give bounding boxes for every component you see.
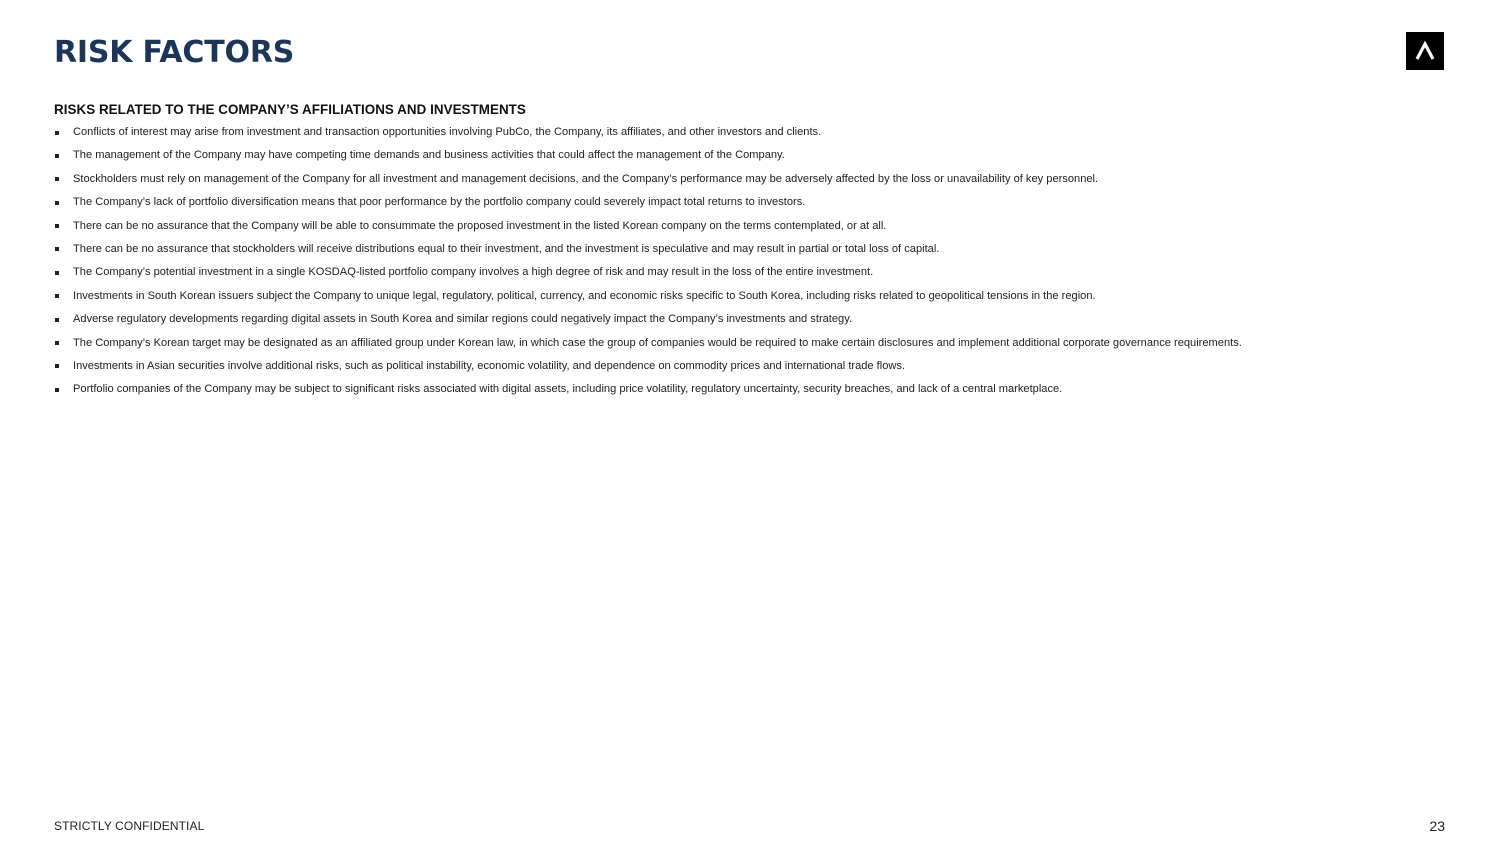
risk-text: Portfolio companies of the Company may be subject to significant risks associated with digital assets, including price volatility, regulatory uncertainty, security breaches, and lack of a central marketplace. xyxy=(73,383,1063,396)
square-bullet-icon xyxy=(55,224,59,228)
list-item xyxy=(54,359,1374,375)
risk-text: There can be no assurance that stockholders will receive distributions equal to their investment, and the investment is speculative and may result in partial or total loss of capital. xyxy=(73,242,940,255)
company-logo xyxy=(1406,32,1444,70)
list-item xyxy=(54,289,1374,305)
risk-text: The Company’s potential investment in a single KOSDAQ-listed portfolio company involves a high degree of risk and may result in the loss of the entire investment. xyxy=(73,266,874,279)
chevron-up-logo-icon xyxy=(1414,40,1436,62)
list-item xyxy=(54,195,1374,211)
square-bullet-icon xyxy=(55,154,59,158)
risk-text: The management of the Company may have competing time demands and business activities that could affect the management of the Company. xyxy=(73,149,785,162)
risk-text: The Company’s lack of portfolio diversification means that poor performance by the portfolio company could severely impact total returns to investors. xyxy=(73,196,806,209)
square-bullet-icon xyxy=(55,388,59,392)
list-item xyxy=(54,148,1374,164)
list-item xyxy=(54,242,1374,258)
risk-text: Adverse regulatory developments regarding digital assets in South Korea and similar regions could negatively impact the Company’s investments and strategy. xyxy=(73,313,853,326)
square-bullet-icon xyxy=(55,364,59,368)
square-bullet-icon xyxy=(55,341,59,345)
list-item xyxy=(54,336,1374,352)
square-bullet-icon xyxy=(55,131,59,135)
page-number: 23 xyxy=(1429,818,1445,834)
square-bullet-icon xyxy=(55,318,59,322)
risk-text: There can be no assurance that the Company will be able to consummate the proposed investment in the listed Korean company on the terms contemplated, or at all. xyxy=(73,219,887,232)
square-bullet-icon xyxy=(55,247,59,251)
section-heading: RISKS RELATED TO THE COMPANY’S AFFILIATIONS AND INVESTMENTS xyxy=(54,102,526,117)
square-bullet-icon xyxy=(55,294,59,298)
risk-text: Conflicts of interest may arise from investment and transaction opportunities involving PubCo, the Company, its affiliates, and other investors and clients. xyxy=(73,126,822,138)
list-item xyxy=(54,265,1374,281)
square-bullet-icon xyxy=(55,177,59,181)
risk-text: The Company’s Korean target may be designated as an affiliated group under Korean law, in which case the group of companies would be required to make certain disclosures and implement additional corporate governance requirements. xyxy=(73,336,1242,349)
page-title: RISK FACTORS xyxy=(54,35,295,70)
risk-text: Stockholders must rely on management of the Company for all investment and management decisions, and the Company’s performance may be adversely affected by the loss or unavailability of key personnel. xyxy=(73,172,1099,185)
list-item xyxy=(54,382,1374,398)
list-item xyxy=(54,172,1374,188)
risk-text: Investments in South Korean issuers subject the Company to unique legal, regulatory, political, currency, and economic risks specific to South Korea, including risks related to geopolitical tensions in the region. xyxy=(73,289,1096,302)
list-item xyxy=(54,312,1374,328)
risk-list xyxy=(54,125,1374,406)
list-item xyxy=(54,125,1374,141)
risk-text: Investments in Asian securities involve additional risks, such as political instability, economic volatility, and dependence on commodity prices and international trade flows. xyxy=(73,359,906,372)
confidentiality-label: STRICTLY CONFIDENTIAL xyxy=(54,819,205,833)
list-item xyxy=(54,219,1374,235)
square-bullet-icon xyxy=(55,201,59,205)
square-bullet-icon xyxy=(55,271,59,275)
